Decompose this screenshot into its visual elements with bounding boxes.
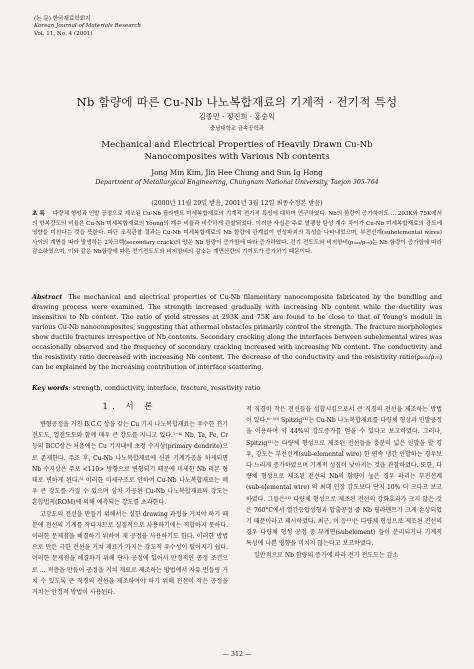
body-paragraph: 변형공정을 거친 B.C.C 상을 갖는 Cu 기지 나노복합재료는 우수한 전기전도도, 열전도도와 함께 매우 큰 강도를 지니고 있다.¹⁻⁴⁾ Nb, Ta, Fe, Cr 등의 BCC상은 처음에는 Cu 기지내에 초정 수지상(primary dendrite)으로 존재한다. 주조 후, Cu-Nb 나노복합재료에 신관 기계가공을 하게되면 Nb 수지상은 주로 <110> 방향으로 변형되기 때문에 미세한 Nb 리본 형태로 변하게 된다.⁵⁾ 이러한 미세구조로 인하여 Cu-Nb 나노복합재료는 매우 큰 강도를 가질 수 있으며 삼차 가공된 Cu-Nb 나노복합재료의 강도는 혼합법칙(ROM)에 의해 예측되는 강도를 초과한다. (32, 421, 228, 507)
journal-name-en: Korean Journal of Materials Research (34, 23, 142, 30)
journal-header (34, 16, 141, 38)
abstract-korean-label: 초 록 (32, 211, 45, 217)
keywords-text: : strength, conductivity, interface, fracture, resistivity ratio (68, 384, 261, 392)
title-english-line1: Mechanical and Electrical Properties of Heavily Drawn Cu-Nb (101, 140, 373, 150)
body-paragraph: 고강도의 전선을 만들기 위해서는 실한 drawing 과정을 거쳐야 하기 때문에 전선의 기계를 작다지므로 실질적으로 사용하기에는 적합하지 못하다. 이러한 문제점을 해결하기 위하여 재 공정을 사용하기도 한다. 이러한 방법으로 만든 극한 전선을 거쳐 재료가 가지는 강도적 우수성이 떨어지기 쉽다. 이러한 문제점을 해결하기 위해 단사 공정에 있어서 안정적인 공정 조건으로 ... 적층을 만들어 공정을 거쳐 재료로 제조하는 방법에서 자유 번들링 거치 수 있도록 큰 직경의 전선을 제조하여야 하기 위해 전선이 작은 공정을 거치는 안정적 방법이 사용된다. (32, 510, 228, 597)
section-title-introduction: 1. 서 론 (102, 402, 157, 412)
received-dates: (2000년 11월 29일 받음, 2001년 3월 12일 최종수정본 받음) (151, 200, 323, 207)
keywords-label: Key words (32, 384, 69, 392)
affiliation-korean: 충남대학교 금속공학과 (210, 126, 264, 132)
abstract-english-text: The mechanical and electrical properties of Cu-Nb filamentary nanocomposite fabricated by the bundling and drawing process were examined. The strength increased gradually with increasing Nb content while the ductility was insensitive to Nb content. The ratio of yield stresses at 293K and 75K are found to be close to that of Young's moduli in various Cu-Nb nanocomposites, suggesting that athermal obstacles primarily control the strength. The fracture morphologies show ductile fractures irrespective of Nb contents. Secondary cracking along the interfaces between subelemental wires was occasionally observed and the frequency of secondary cracking increased with increasing Nb content. The conductivity and the resistivity ratio decreased with increasing Nb content. The decrease of the conductivity and the resistivity ratio(ρ₂₉₃/ρ₇₅) can be explained by the increasing contribution of interface scattering. (32, 293, 442, 371)
abstract-english (32, 292, 442, 372)
abstract-english-label: Abstract (32, 293, 63, 301)
authors-english: Jong Min Kim, Jin Hee Chung and Sun Ig Hong (151, 168, 323, 177)
authors-korean: 김종민 · 정진희 · 홍순익 (198, 112, 276, 121)
body-column-right (246, 404, 442, 561)
abstract-korean (32, 210, 442, 258)
abstract-korean-text: 다량체 형성과 인발 공정으로 제조된 Cu-Nb 필라멘트 미세복합재료의 기계적 전기적 특성에 대하여 연구하였다. Nb의 함량이 증가하여도 ... 293K와 75K에서의 항복강도의 비율은 Cu-Nb 미세복합재료의 Young의 계수 비율과 비슷하게 관찰되었다. 이러한 사실은 주로 열팽창 탄성 계수 차이가 Cu-Nb 미세복합재료의 강도에 영향을 미친다는 것을 뜻한다. 파단 조직관찰 결과는 Cu-Nb 미세복합재료의 Nb 함량에 관계없이 연성파괴의 특성을 나타내었으며, 부전선계(subelemental wires) 사이의 계면을 따라 발생하는 2차크랙(secondary crack)의 양은 Nb 함량이 증가함에 따라 증가하였다. 전기 전도도와 비저항비(ρ₂₉₃/ρ₇₅)는 Nb 함량이 증가함에 따라 감소하였으며, 이와 같은 Nb함량에 따른 전기전도도와 비저항비의 감소는 계면산란의 기여도가 증가하기 때문이다. (32, 211, 442, 256)
body-column-left (32, 419, 228, 598)
body-paragraph: 일반적으로 Nb 함량의 증가에 따라 전기 전도도는 감소 (254, 551, 399, 559)
title-english-line2: Nanocomposites with Various Nb contents (144, 151, 330, 162)
keywords (32, 384, 442, 392)
page-number: — 312 — (222, 650, 252, 658)
affiliation-english: Department of Metallurgical Engineering, Chungnam National University, Taejon 305-764 (95, 179, 379, 186)
title-korean: Nb 함량에 따른 Cu-Nb 나노복합재료의 기계적 · 전기적 특성 (76, 95, 398, 109)
journal-name-ko: (논 문) 한국재료학회지 (34, 16, 91, 22)
title-english (40, 140, 434, 163)
body-paragraph: 적 직경이 작은 전선들을 섬합시킴으로서 큰 직경의 전선을 제조하는 방법이 있다.⁶⁻¹⁰⁾ Spitzig¹¹⁾는 Cu-Nb 나노복합재료를 다량체 형성과 인발공정을 이용하여 약 44%의 강도증가를 얻을 수 있다고 보고하였다. 그러나, Spitzig¹¹⁾는 다량체 형성으로 제조된 전선들을 충분히 넓은 인발을 할 경우, 강도는 부전선계(sub-elemental wire) 한 연속 냉간 인발하는 경우보다 느리게 증가하였으며 기계적 성질이 낮아지는 것을 관찰하였다. 또한, 다량체 형성으로 제조된 전선의 Nb의 함량이 높은 경우 파괴는 부전선계 (sub-elemental wire) 의 최대 인장 강도보다 단지 10% 더 크다고 보고하였다. 그들은¹¹⁾ 다량체 형성으로 제조된 전선의 강화효과가 크지 않은 것은 760°C에서 열간등압성형과 압출공정 중 Nb 필라멘트가 크게 손상되었기 때문이라고 제시하였다. 최근, 이 등¹³⁾은 다량체 형성으로 제조된 전선의 경우 다량체 형성 공정 중 부계면(subelement) 들이 분리되거나 기계적 특성에 나쁜 영향을 미치지 않는다고 보고하였다. (246, 406, 442, 548)
journal-volume: Vol. 11, No. 4 (2001) (34, 30, 93, 37)
